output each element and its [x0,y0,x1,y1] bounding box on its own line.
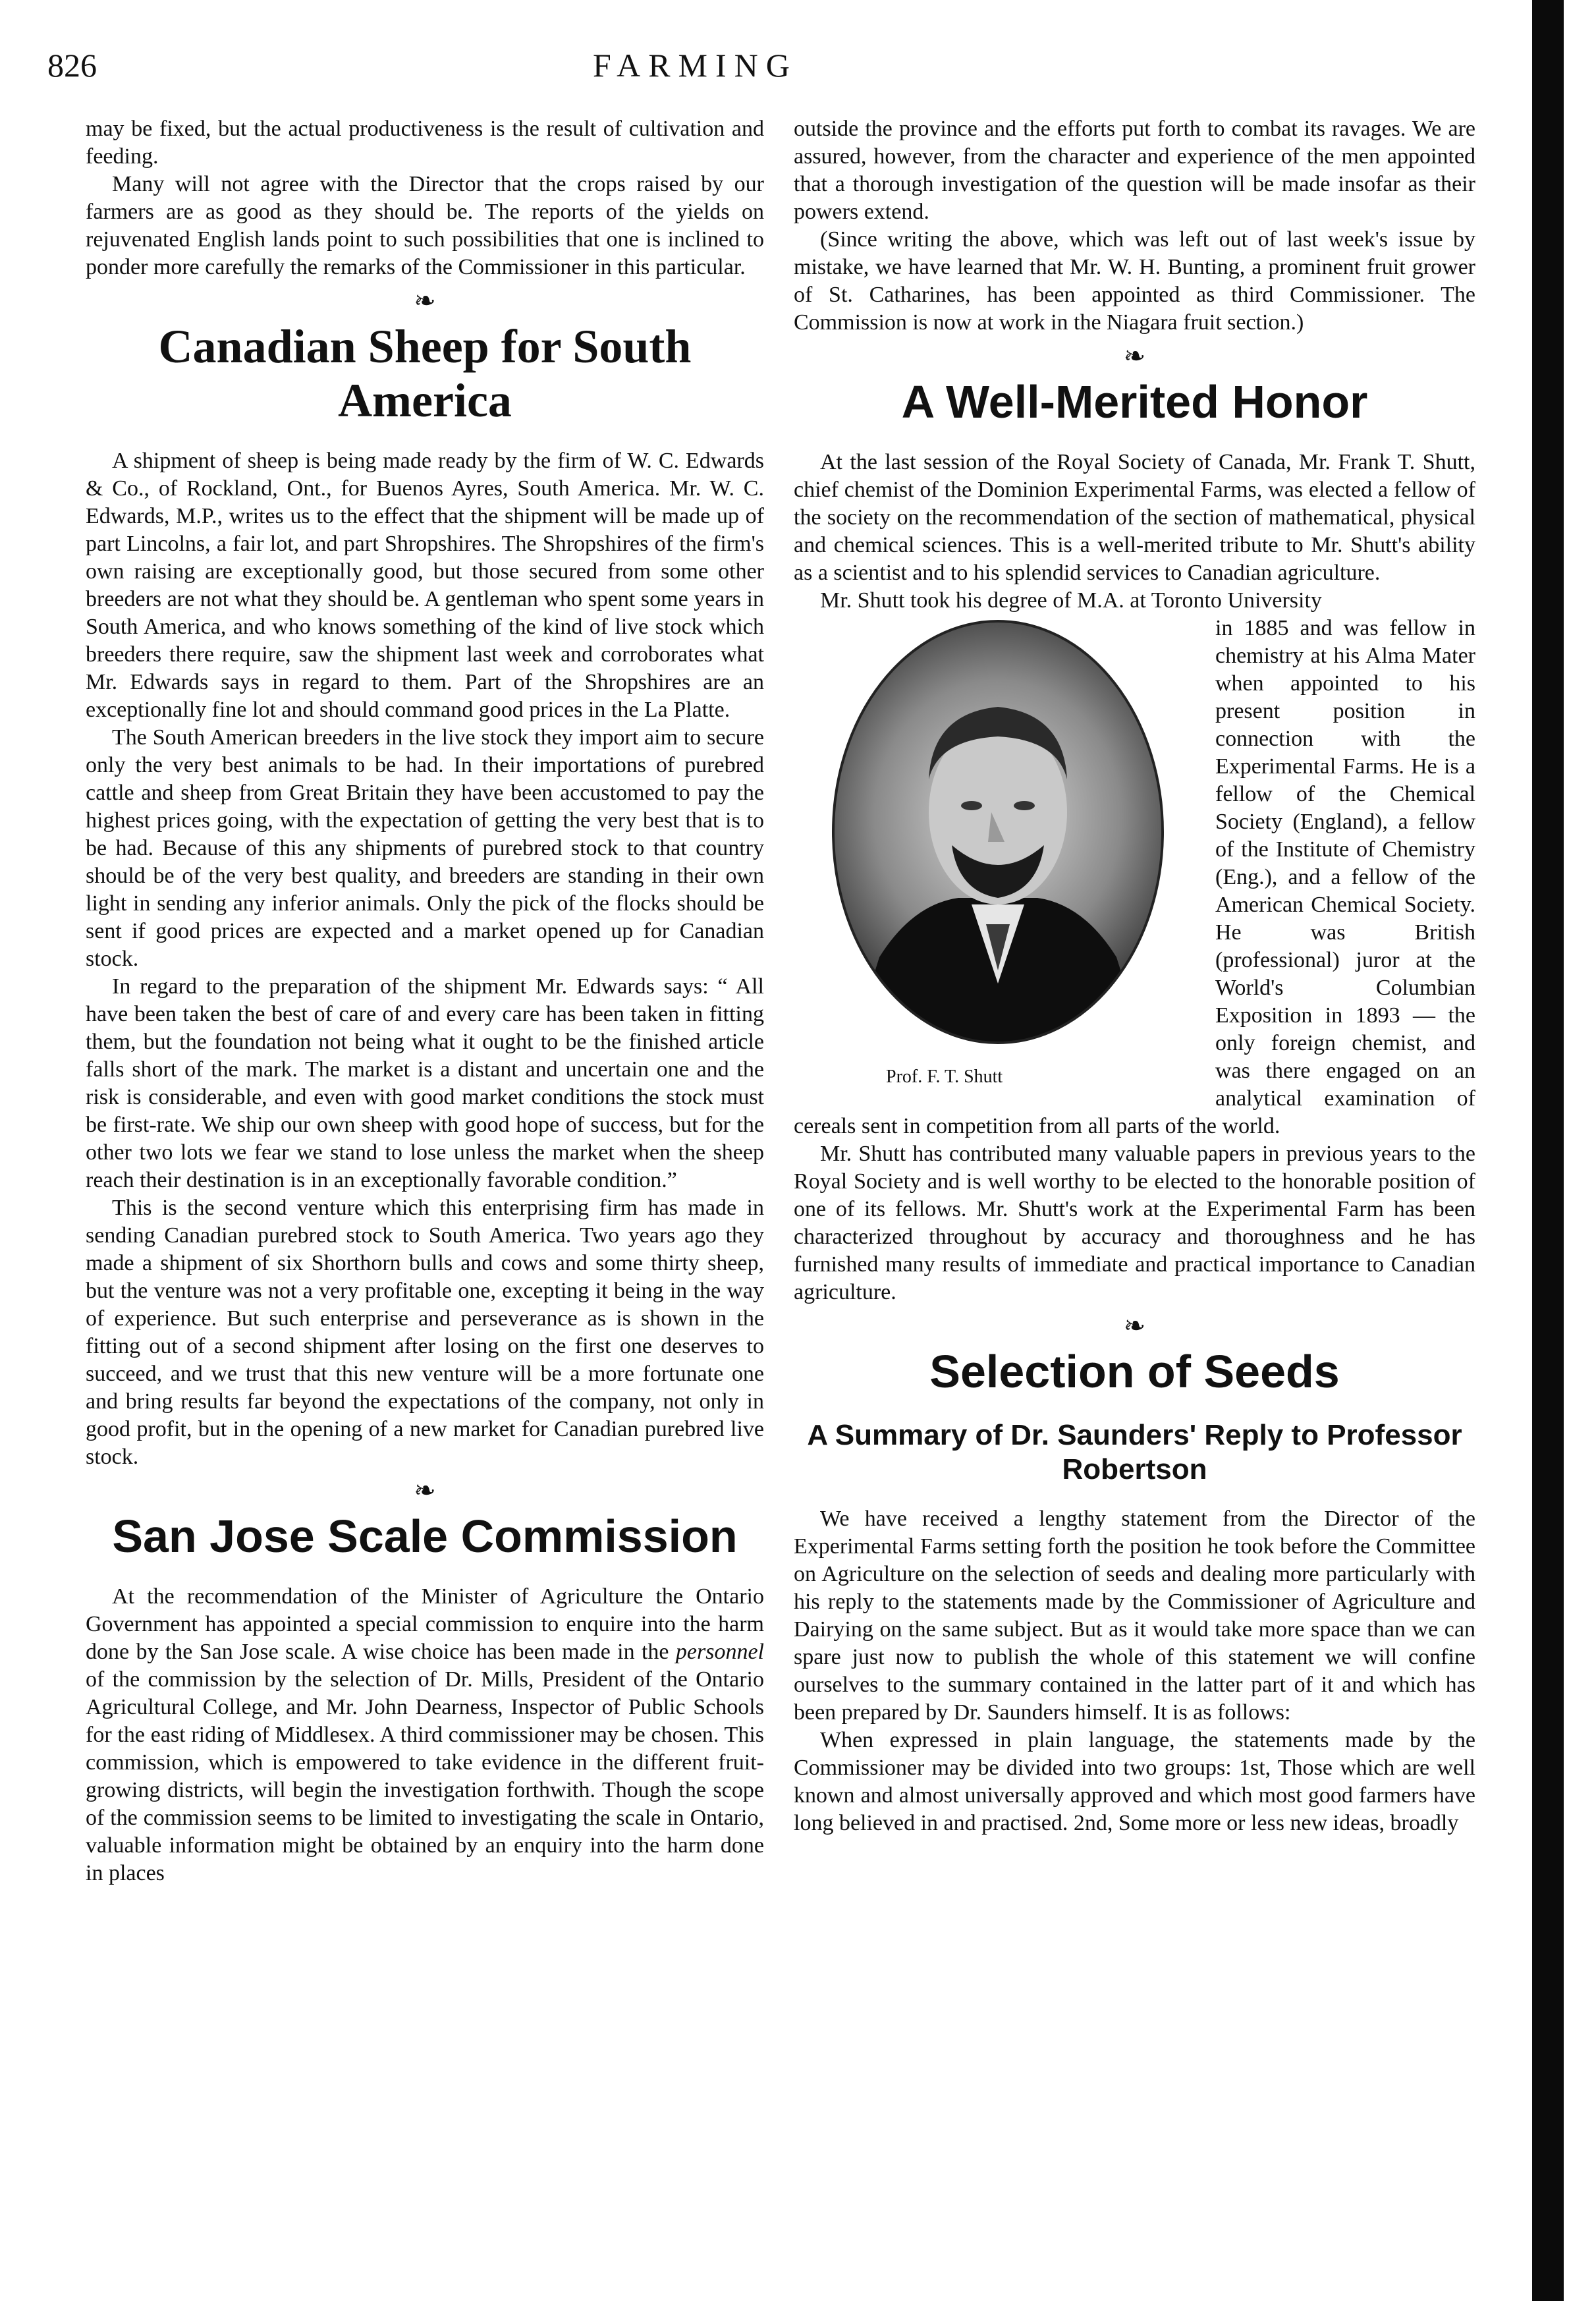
seeds-paragraph: We have received a lengthy statement from the Director of the Experimental Farms setting forth the position he took before the Committee on Agriculture on the selection of seeds and dealing more particularly with his reply to the statements made by the Commissioner of Agriculture and Dairying on the same subject. But as it would take more space than we can spare just now to publish the whole of this statement we will confine ourselves to the summary contained in the latter part of it and which has been prepared by Dr. Saunders himself. It is as follows: [794,1507,1475,1725]
scale-text: of the commission by the selection of Dr. Mills, President of the Ontario Agricultural College, and Mr. John Dearness, Inspector of Public Schools for the east riding of Middlesex. A third commissioner may be chosen. This commission, which is empowered to take evidence in the different fruit-growing districts, will begin the investigation forthwith. Though the scope of the commission seems to be limited to investigating the scale in Ontario, valuable information might be obtained by an enquiry into the harm done in places [86,1667,764,1885]
fleuron-ornament-icon: ❧ [1123,1311,1146,1341]
running-head: FARMING [593,47,798,84]
sheep-paragraph: This is the second venture which this enterprising firm has made in sending Canadian purebred stock to South America. Two years ago they made a shipment of six Shorthorn bulls and cows and some thirty sheep, but the venture was not a very profitable one, excepting it being in the way of experience. But such enterprise and perseverance as is shown in the fitting out of a second shipment after losing on the first one deserves to succeed, and we trust that this new venture will be a more fortunate one and bring results far beyond the expectations of the company, not only in good profit, but in the opening of a new market for Canadian purebred live stock. [86,1196,764,1469]
honor-wrapped-paragraph: in 1885 and was fellow in chemistry at his Alma Mater when appointed to his present position in connection with the Experimental Farms. He is a fellow of the Chemical Society (England), a fellow of the Institute of Chemistry (Eng.), and a fellow of the American Chemical Society. He was British (professional) juror at the World's Columbian Exposition in 1893 — the only foreign chemist, and was there engaged on an analytical examination of cereals sent in competition from all parts of the world. [794,616,1475,1138]
page-number: 826 [47,47,97,84]
intro-paragraph: Many will not agree with the Director that the crops raised by our farmers are as good as they should be. The reports of the yields on rejuvenated English lands point to such possibilities that one is inclined to ponder more carefully the remarks of the Commissioner in this particular. [86,172,764,279]
article-subtitle-seeds: A Summary of Dr. Saunders' Reply to Professor Robertson [807,1419,1462,1485]
portrait-caption: Prof. F. T. Shutt [886,1067,1003,1087]
scale-text: At the recommendation of the Minister of Agriculture the Ontario Government has appointed a special commission to enquire into the harm done by the San Jose scale. A wise choice has been made in the [86,1584,764,1664]
honor-paragraph: Mr. Shutt took his degree of M.A. at Toronto University [820,588,1322,613]
article-title-san-jose: San Jose Scale Commission [112,1511,738,1562]
sheep-paragraph: A shipment of sheep is being made ready by the firm of W. C. Edwards & Co., of Rockland, Ont., for Buenos Ayres, South America. Mr. W. C. Edwards, M.P., writes us to the effect that the shipment will be made up of part Lincolns, a fair lot, and part Shropshires. The Shropshires of the firm's own raising are exceptionally good, but those secured from some other breeders are not what they should be. A gentleman who spent some years in South America, and who knows something of the kind of live stock which breeders there require, saw the shipment last week and corroborates what Mr. Edwards says in regard to them. Part of the Shropshires are an exceptionally fine lot and should command good prices in the La Platte. [86,449,764,722]
fleuron-ornament-icon: ❧ [414,1476,436,1505]
right-column [794,115,1475,1837]
honor-paragraph: At the last session of the Royal Society of Canada, Mr. Frank T. Shutt, chief chemist of the Dominion Experimental Farms, was elected a fellow of the society on the recommendation of the section of mathematical, physical and chemical sciences. This is a well-merited tribute to Mr. Shutt's ability as a scientist and to his splendid services to Canadian agriculture. [794,450,1475,585]
fleuron-ornament-icon: ❧ [414,286,436,316]
scale-italic: personnel [675,1640,764,1664]
scale-continued-paragraph: (Since writing the above, which was left out of last week's issue by mistake, we have learned that Mr. W. H. Bunting, a prominent fruit grower of St. Catharines, has been appointed as third Commissioner. The Commission is now at work in the Niagara fruit section.) [794,227,1475,335]
seeds-paragraph: When expressed in plain language, the statements made by the Commissioner may be divided into two groups: 1st, Those which are well known and almost universally approved and which most good farmers have long believed in and practised. 2nd, Some more or less new ideas, broadly [794,1728,1475,1835]
scale-continued-paragraph: outside the province and the efforts put forth to combat its ravages. We are assured, however, from the character and experience of the men appointed that a thorough investigation of the question will be made insofar as their powers extend. [794,117,1475,224]
scale-paragraph [86,1583,764,1887]
page-edge-shadow [1532,0,1564,2301]
sheep-paragraph: The South American breeders in the live stock they import aim to secure only the very best animals to be had. In their importations of purebred cattle and sheep from Great Britain they have been accustomed to pay the highest prices going, with the expectation of getting the very best that is to be had. Because of this any shipments of purebred stock to that country should be of the very best quality, and breeders are standing in their own light in sending any inferior animals. Only the pick of the flocks should be sent if good prices are expected and a market opened up for Canadian stock. [86,725,764,971]
left-column [86,115,764,1887]
fleuron-ornament-icon: ❧ [1123,341,1146,371]
intro-paragraph: may be fixed, but the actual productiveness is the result of cultivation and feeding. [86,117,764,169]
article-title-sheep: Canadian Sheep for South America [158,320,692,427]
honor-paragraph: Mr. Shutt has contributed many valuable papers in previous years to the Royal Society and is well worthy to be elected to the honorable position of one of its fellows. Mr. Shutt's work at the Experimental Farm has been characterized throughout by accuracy and thoroughness and he has furnished many results of immediate and practical importance to Canadian agriculture. [794,1142,1475,1304]
sheep-paragraph: In regard to the preparation of the shipment Mr. Edwards says: “ All have been taken the best of care of and every care has been taken in fitting them, but the foundation not being what it ought to be the finished article falls short of the mark. The market is a distant and uncertain one and the risk is considerable, and even with good market conditions the stock must be first-rate. We ship our own sheep with good hope of success, but for the other two lots we fear we stand to lose unless the market when the sheep reach their destination is in an exceptionally favorable condition.” [86,974,764,1192]
article-title-seeds: Selection of Seeds [929,1346,1340,1397]
portrait-figure [794,615,1202,1089]
article-title-honor: A Well-Merited Honor [901,376,1368,428]
portrait-photo [794,615,1202,1063]
